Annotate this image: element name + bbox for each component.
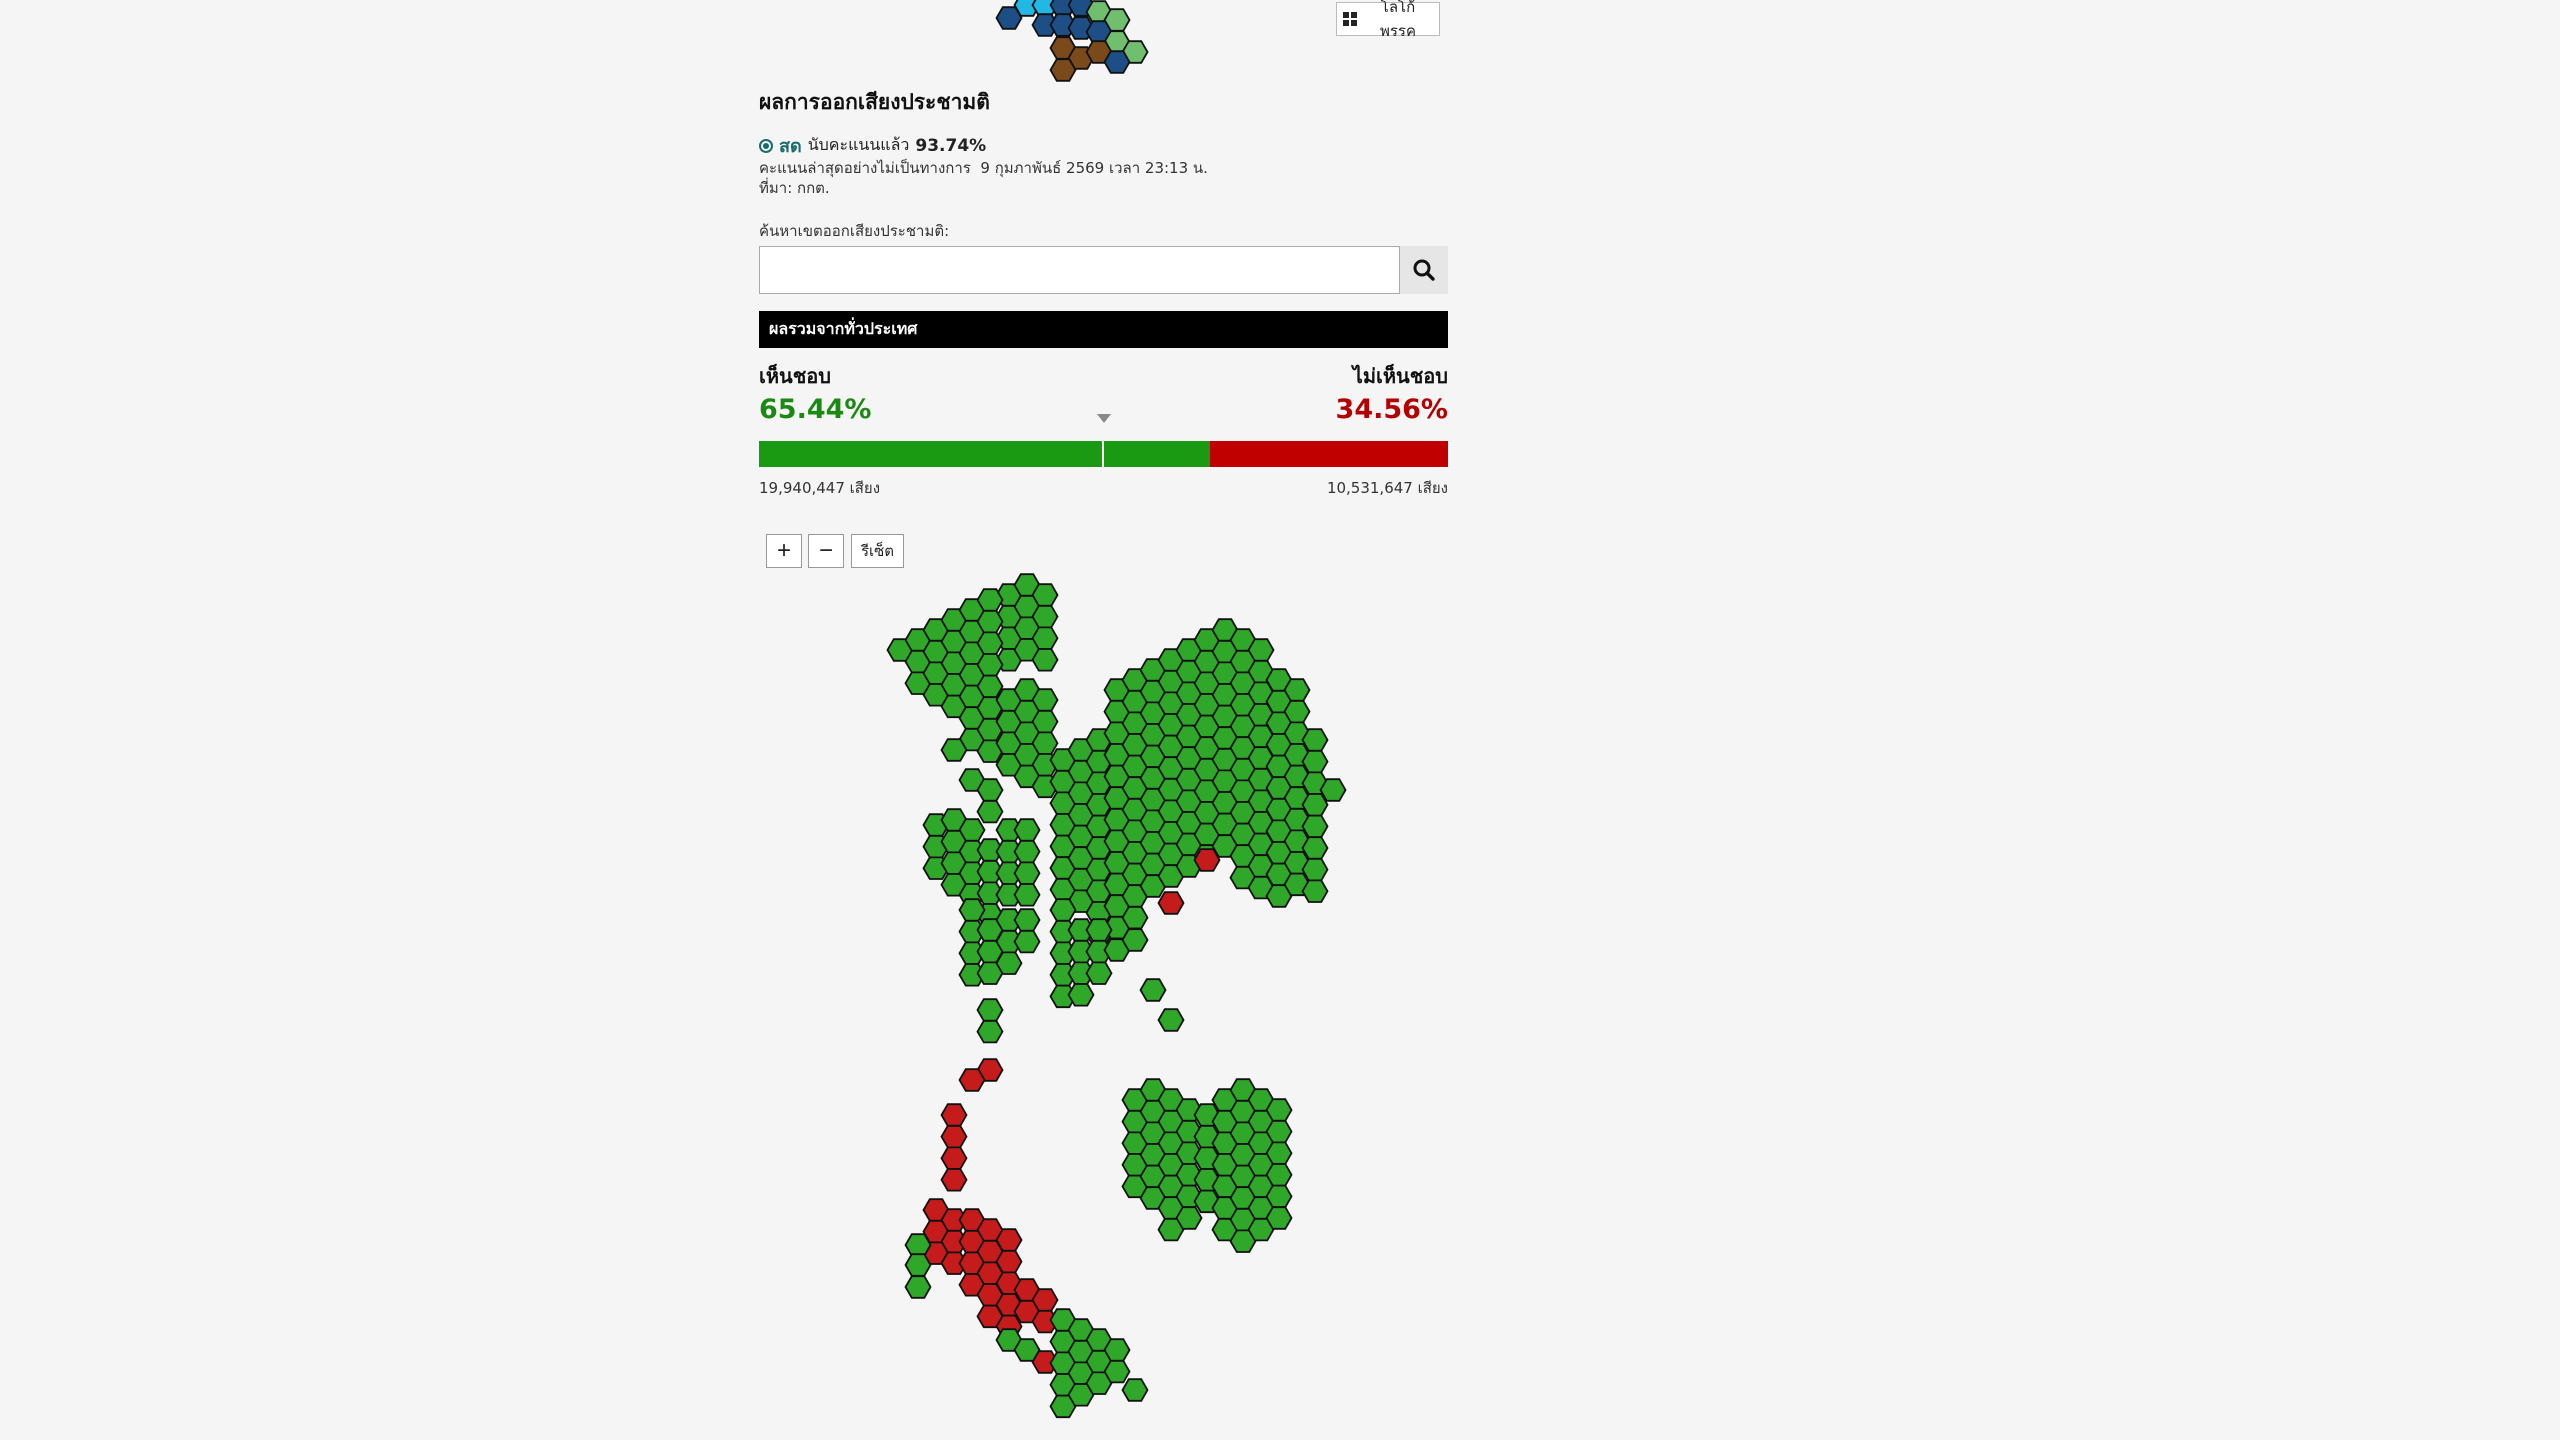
district-hex[interactable] xyxy=(1087,962,1112,984)
district-hex[interactable] xyxy=(978,801,1003,823)
page-title: ผลการออกเสียงประชามติ xyxy=(759,90,990,114)
disapprove-label: ไม่เห็นชอบ xyxy=(1352,364,1448,388)
district-hex[interactable] xyxy=(1303,751,1328,773)
district-hex[interactable] xyxy=(997,1251,1022,1273)
disapprove-votes: 10,531,647 เสียง xyxy=(1326,479,1448,497)
district-hex[interactable] xyxy=(1033,649,1058,671)
district-hex[interactable] xyxy=(1321,779,1346,801)
district-hex[interactable] xyxy=(1087,919,1112,941)
district-hex[interactable] xyxy=(997,952,1022,974)
plus-icon: + xyxy=(776,537,791,564)
district-hex[interactable] xyxy=(1015,909,1040,931)
district-hex[interactable] xyxy=(1177,1207,1202,1229)
district-hex[interactable] xyxy=(1303,837,1328,859)
district-hex[interactable] xyxy=(942,1126,967,1148)
district-hex[interactable] xyxy=(1303,816,1328,838)
district-hex[interactable] xyxy=(1267,1207,1292,1229)
national-result-bar xyxy=(759,441,1448,467)
district-hex[interactable] xyxy=(1033,1289,1058,1311)
district-hex[interactable] xyxy=(1015,862,1040,884)
search-button[interactable] xyxy=(1400,246,1448,294)
district-hex[interactable] xyxy=(1033,584,1058,606)
approve-bar-fill xyxy=(759,441,1210,467)
district-hex[interactable] xyxy=(1051,59,1076,81)
approve-percentage: 65.44% xyxy=(759,394,872,425)
district-hex[interactable] xyxy=(997,1229,1022,1251)
minus-icon: − xyxy=(818,537,833,564)
district-hex[interactable] xyxy=(1159,892,1184,914)
district-hex[interactable] xyxy=(1285,701,1310,723)
district-hex[interactable] xyxy=(960,819,985,841)
district-hex[interactable] xyxy=(942,739,967,761)
party-logo-label: โลโก้พรรค xyxy=(1379,0,1417,40)
disapprove-percentage: 34.56% xyxy=(1335,394,1448,425)
district-hex[interactable] xyxy=(1267,1164,1292,1186)
district-hex[interactable] xyxy=(906,1276,931,1298)
district-hex[interactable] xyxy=(1159,1009,1184,1031)
district-hex[interactable] xyxy=(1033,606,1058,628)
district-hex[interactable] xyxy=(978,676,1003,698)
district-hex[interactable] xyxy=(1267,1142,1292,1164)
district-hex[interactable] xyxy=(1051,899,1076,921)
counted-percentage: 93.74% xyxy=(915,135,987,156)
majority-line xyxy=(1102,441,1104,467)
district-hex[interactable] xyxy=(978,779,1003,801)
district-hex[interactable] xyxy=(1249,639,1274,661)
district-hex[interactable] xyxy=(942,1104,967,1126)
district-hex[interactable] xyxy=(1123,929,1148,951)
district-hex[interactable] xyxy=(1015,884,1040,906)
live-label: สด xyxy=(779,136,802,157)
district-hex[interactable] xyxy=(1285,679,1310,701)
majority-marker-icon xyxy=(1097,414,1111,423)
district-hex[interactable] xyxy=(1033,732,1058,754)
search-label: ค้นหาเขตออกเสียงประชามติ: xyxy=(759,222,950,240)
district-hex[interactable] xyxy=(1303,729,1328,751)
district-hex[interactable] xyxy=(978,1021,1003,1043)
district-hex[interactable] xyxy=(1033,627,1058,649)
counted-prefix: นับคะแนนแล้ว xyxy=(807,135,910,154)
approve-votes: 19,940,447 เสียง xyxy=(759,479,881,497)
district-hex[interactable] xyxy=(1141,979,1166,1001)
district-hex[interactable] xyxy=(942,1169,967,1191)
district-hex[interactable] xyxy=(978,632,1003,654)
district-hex[interactable] xyxy=(1105,1361,1130,1383)
district-hex[interactable] xyxy=(978,654,1003,676)
district-hex[interactable] xyxy=(1015,819,1040,841)
district-hex[interactable] xyxy=(978,611,1003,633)
district-hex[interactable] xyxy=(906,1234,931,1256)
district-hex[interactable] xyxy=(1015,931,1040,953)
district-hex[interactable] xyxy=(1303,880,1328,902)
district-hex[interactable] xyxy=(1303,859,1328,881)
party-logo-toggle-button[interactable] xyxy=(1336,0,1440,40)
zoom-in-button[interactable] xyxy=(766,534,802,568)
district-hex[interactable] xyxy=(978,999,1003,1021)
district-hex[interactable] xyxy=(1069,984,1094,1006)
district-hex[interactable] xyxy=(942,1147,967,1169)
live-radio-icon xyxy=(759,139,773,153)
source-text: ที่มา: กกต. xyxy=(759,179,830,197)
district-hex[interactable] xyxy=(1105,51,1130,73)
district-hex[interactable] xyxy=(1105,1339,1130,1361)
district-hex[interactable] xyxy=(1015,841,1040,863)
district-hex[interactable] xyxy=(906,1254,931,1276)
district-hex[interactable] xyxy=(1033,689,1058,711)
district-hex[interactable] xyxy=(1267,1121,1292,1143)
district-hex[interactable] xyxy=(1033,711,1058,733)
reset-button[interactable]: รีเซ็ต xyxy=(851,534,904,568)
last-updated-text: คะแนนล่าสุดอย่างไม่เป็นทางการ 9 กุมภาพันธ์ 2569 เวลา 23:13 น. xyxy=(759,159,1208,177)
zoom-out-button[interactable] xyxy=(808,534,844,568)
district-hex[interactable] xyxy=(960,899,985,921)
approve-label: เห็นชอบ xyxy=(759,364,831,388)
district-hex[interactable] xyxy=(978,589,1003,611)
district-hex[interactable] xyxy=(1195,849,1220,871)
district-hex[interactable] xyxy=(1267,1186,1292,1208)
district-hex[interactable] xyxy=(1267,1099,1292,1121)
national-results-header: ผลรวมจากทั่วประเทศ xyxy=(759,311,1448,348)
grid-icon xyxy=(1343,12,1357,26)
district-hex[interactable] xyxy=(960,1069,985,1091)
district-search-input[interactable] xyxy=(759,246,1400,294)
search-icon xyxy=(1412,258,1436,282)
district-hex[interactable] xyxy=(1123,1379,1148,1401)
district-hex[interactable] xyxy=(1123,907,1148,929)
